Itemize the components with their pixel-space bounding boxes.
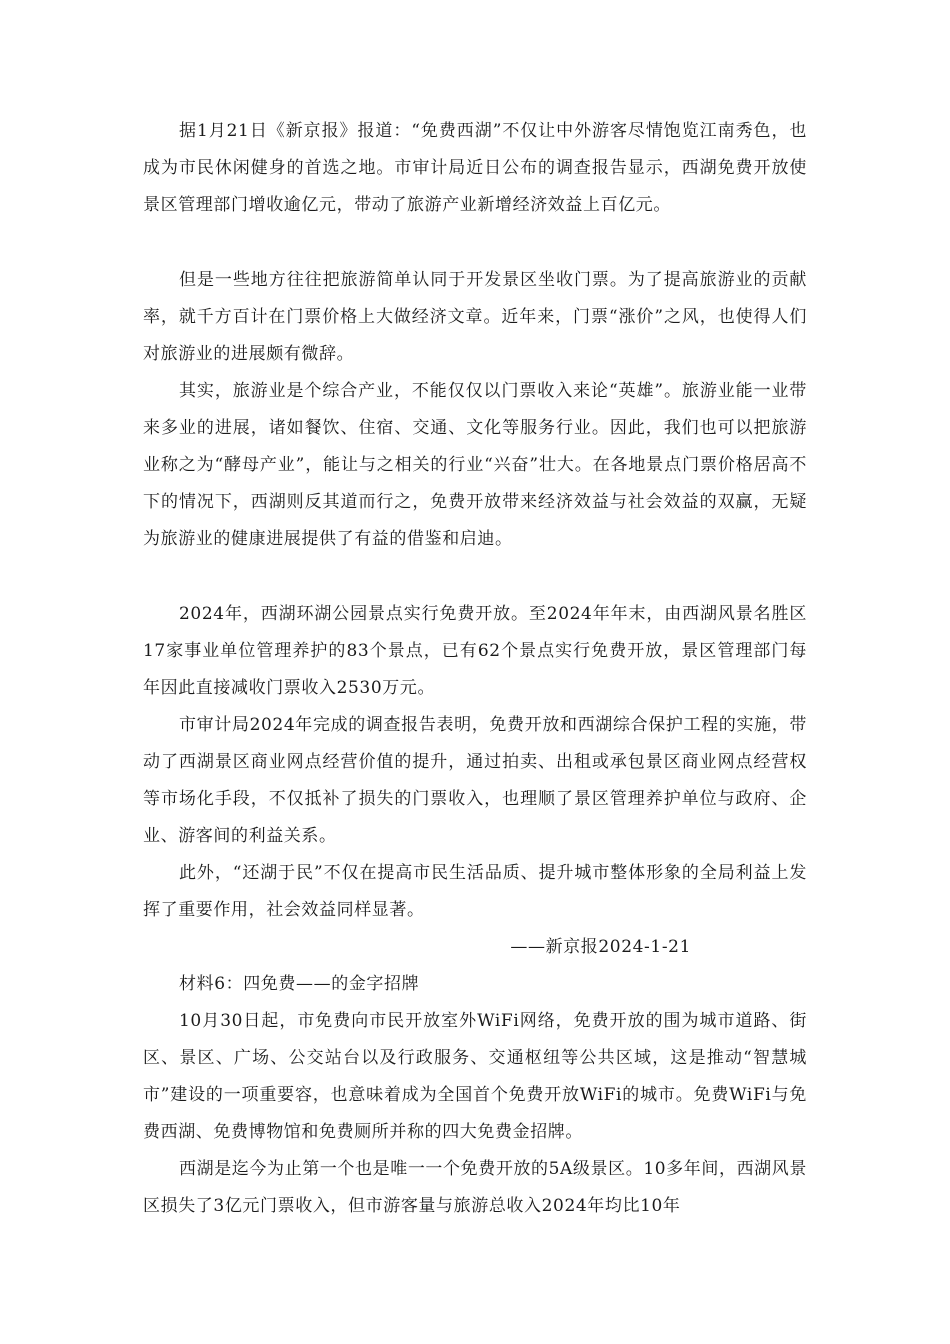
- paragraph-8: 西湖是迄今为止第一个也是唯一一个免费开放的5A级景区。10多年间，西湖风景区损失了3亿元门票收入，但市游客量与旅游总收入2024年均比10年: [143, 1159, 807, 1216]
- paragraph-2: 但是一些地方往往把旅游简单认同于开发景区坐收门票。为了提高旅游业的贡献率，就千方百计在门票价格上大做经济文章。近年来，门票“涨价”之风，也使得人们对旅游业的进展颇有微辞。: [143, 270, 807, 364]
- paragraph-7: 10月30日起，市免费向市民开放室外WiFi网络，免费开放的围为城市道路、街区、景区、广场、公交站台以及行政服务、交通枢纽等公共区域，这是推动“智慧城市”建设的一项重要容，也意味着成为全国首个免费开放WiFi的城市。免费WiFi与免费西湖、免费博物馆和免费厕所并称的四大免费金招牌。: [143, 1011, 807, 1142]
- material-heading: 材料6：四免费——的金字招牌: [179, 974, 420, 994]
- paragraph-4: 2024年，西湖环湖公园景点实行免费开放。至2024年年末，由西湖风景名胜区17家事业单位管理养护的83个景点，已有62个景点实行免费开放，景区管理部门每年因此直接减收门票收入2530万元。: [143, 604, 807, 698]
- paragraph-6: 此外，“还湖于民”不仅在提高市民生活品质、提升城市整体形象的全局利益上发挥了重要作用，社会效益同样显著。: [143, 863, 807, 920]
- paragraph-3: 其实，旅游业是个综合产业，不能仅仅以门票收入来论“英雄”。旅游业能一业带来多业的进展，诸如餐饮、住宿、交通、文化等服务行业。因此，我们也可以把旅游业称之为“酵母产业”，能让与之相关的行业“兴奋”壮大。在各地景点门票价格居高不下的情况下，西湖则反其道而行之，免费开放带来经济效益与社会效益的双赢，无疑为旅游业的健康进展提供了有益的借鉴和启迪。: [143, 381, 807, 549]
- paragraph-5: 市审计局2024年完成的调查报告表明，免费开放和西湖综合保护工程的实施，带动了西湖景区商业网点经营价值的提升，通过拍卖、出租或承包景区商业网点经营权等市场化手段，不仅抵补了损失的门票收入，也理顺了景区管理养护单位与政府、企业、游客间的利益关系。: [143, 715, 807, 846]
- source-attribution: ——新京报2024-1-21: [510, 937, 691, 957]
- paragraph-1: 据1月21日《新京报》报道：“免费西湖”不仅让中外游客尽情饱览江南秀色，也成为市民休闲健身的首选之地。市审计局近日公布的调查报告显示，西湖免费开放使景区管理部门增收逾亿元，带动了旅游产业新增经济效益上百亿元。: [143, 121, 807, 215]
